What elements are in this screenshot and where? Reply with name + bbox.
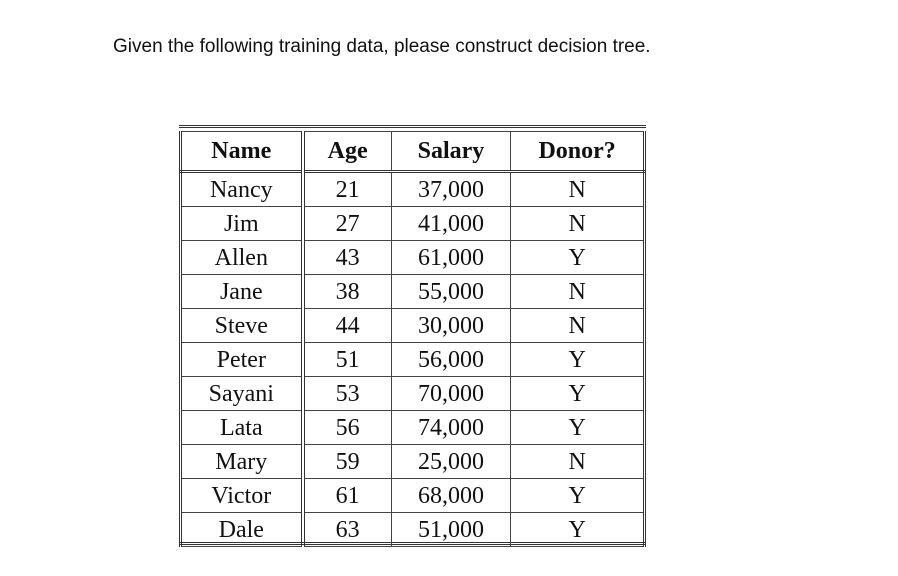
table-row: [181, 207, 645, 241]
cell-age: 44: [303, 309, 392, 343]
cell-age: 43: [303, 241, 392, 275]
cell-name: Nancy: [181, 172, 303, 207]
table-row: [181, 377, 645, 411]
table-row: [181, 445, 645, 479]
cell-salary: 41,000: [391, 207, 511, 241]
cell-name: Lata: [181, 411, 303, 445]
cell-name: Steve: [181, 309, 303, 343]
cell-donor: N: [511, 275, 645, 309]
cell-name: Jane: [181, 275, 303, 309]
cell-salary: 68,000: [391, 479, 511, 513]
table-row: [181, 309, 645, 343]
cell-donor: N: [511, 207, 645, 241]
cell-donor: Y: [511, 411, 645, 445]
cell-age: 38: [303, 275, 392, 309]
cell-age: 27: [303, 207, 392, 241]
table-row: [181, 513, 645, 547]
cell-donor: Y: [511, 343, 645, 377]
table-row: [181, 275, 645, 309]
table-row: [181, 479, 645, 513]
cell-name: Allen: [181, 241, 303, 275]
header-salary: Salary: [391, 132, 511, 172]
cell-age: 53: [303, 377, 392, 411]
cell-salary: 25,000: [391, 445, 511, 479]
cell-age: 59: [303, 445, 392, 479]
cell-donor: Y: [511, 377, 645, 411]
cell-salary: 56,000: [391, 343, 511, 377]
table-row: [181, 241, 645, 275]
cell-donor: Y: [511, 513, 645, 547]
cell-salary: 61,000: [391, 241, 511, 275]
cell-salary: 51,000: [391, 513, 511, 547]
cell-donor: N: [511, 309, 645, 343]
cell-age: 61: [303, 479, 392, 513]
cell-salary: 70,000: [391, 377, 511, 411]
table-header-row: [181, 132, 645, 172]
cell-name: Victor: [181, 479, 303, 513]
cell-donor: N: [511, 445, 645, 479]
cell-donor: N: [511, 172, 645, 207]
cell-name: Dale: [181, 513, 303, 547]
cell-donor: Y: [511, 241, 645, 275]
cell-donor: Y: [511, 479, 645, 513]
cell-name: Jim: [181, 207, 303, 241]
table-row: [181, 411, 645, 445]
cell-age: 21: [303, 172, 392, 207]
cell-age: 56: [303, 411, 392, 445]
training-data-table: [179, 131, 646, 547]
cell-salary: 30,000: [391, 309, 511, 343]
header-age: Age: [303, 132, 392, 172]
cell-salary: 74,000: [391, 411, 511, 445]
cell-salary: 37,000: [391, 172, 511, 207]
cell-name: Peter: [181, 343, 303, 377]
training-data-table-frame: [179, 125, 646, 545]
header-donor: Donor?: [511, 132, 645, 172]
table-body: [181, 172, 645, 547]
cell-salary: 55,000: [391, 275, 511, 309]
cell-name: Mary: [181, 445, 303, 479]
header-name: Name: [181, 132, 303, 172]
table-row: [181, 343, 645, 377]
table-row: [181, 172, 645, 207]
cell-age: 51: [303, 343, 392, 377]
cell-name: Sayani: [181, 377, 303, 411]
question-prompt: Given the following training data, please construct decision tree.: [113, 36, 651, 57]
cell-age: 63: [303, 513, 392, 547]
